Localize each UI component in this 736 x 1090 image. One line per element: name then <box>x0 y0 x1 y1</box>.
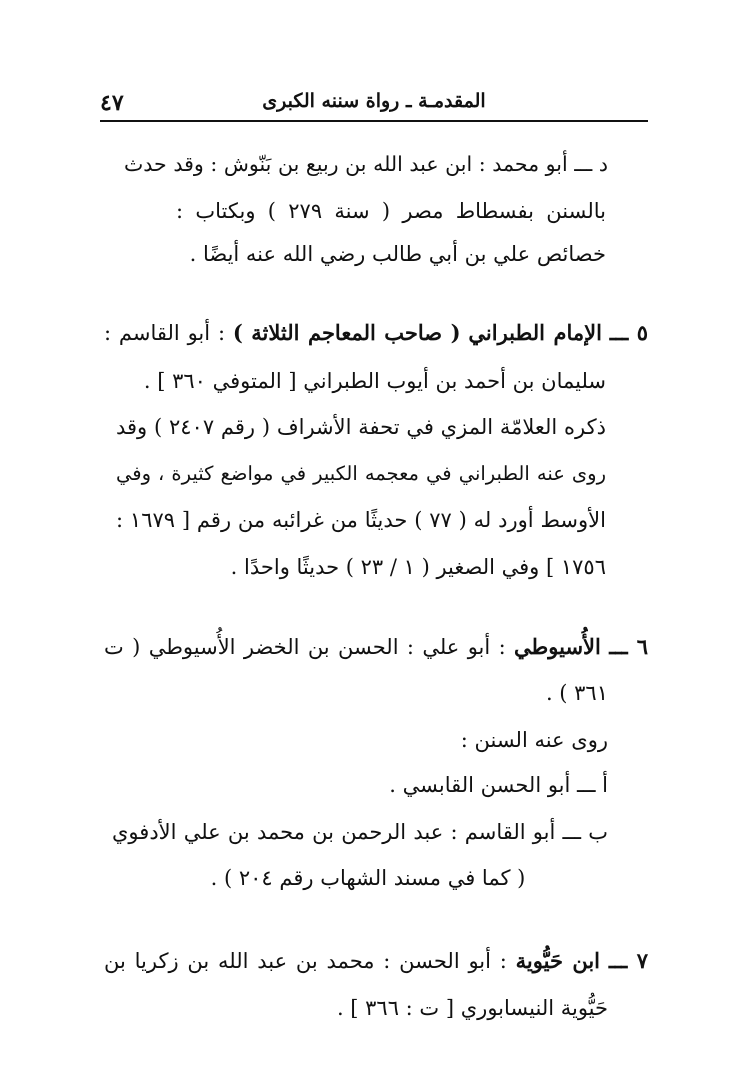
entry-5-heading <box>104 322 648 344</box>
running-title: المقدمـة ـ رواة سننه الكبرى <box>262 90 486 112</box>
entry-5-number: ٥ ـــ <box>609 320 648 345</box>
entry-6-line-5: ب ـــ أبو القاسم : عبد الرحمن بن محمد بن علي الأدفوي <box>112 820 608 844</box>
entry-5-line-5: الأوسط أورد له ( ٧٧ ) حديثًا من غرائبه من رقم [ ١٦٧٩ : <box>116 508 606 532</box>
running-header <box>100 88 648 122</box>
block-d-line-3: خصائص علي بن أبي طالب رضي الله عنه أيضًا . <box>189 242 606 266</box>
block-d-line-2: بالسنن بفسطاط مصر ( سنة ٢٧٩ ) وبكتاب : <box>176 199 606 223</box>
entry-5-line-6: ١٧٥٦ ] وفي الصغير ( ١ / ٢٣ ) حديثًا واحدًا . <box>230 555 606 579</box>
entry-7-heading <box>104 950 648 972</box>
entry-6-name: الأُسيوطي <box>514 634 601 659</box>
entry-6-line-2: ٣٦١ ) . <box>545 681 608 705</box>
entry-7-heading-rest: : أبو الحسن : محمد بن عبد الله بن زكريا بن <box>104 949 507 973</box>
entry-7-line-2: حَيُّوية النيسابوري [ ت : ٣٦٦ ] . <box>336 996 608 1020</box>
entry-6-line-3: روى عنه السنن : <box>460 728 608 752</box>
entry-5-title: ( صاحب المعاجم الثلاثة ) <box>232 320 461 345</box>
entry-6-heading-rest: : أبو علي : الحسن بن الخضر الأُسيوطي ( ت <box>104 635 506 659</box>
entry-5-name: الإمام الطبراني <box>468 320 602 345</box>
entry-5-line-3: ذكره العلامّة المزي في تحفة الأشراف ( رقم ٢٤٠٧ ) وقد <box>116 415 606 439</box>
entry-6-line-4: أ ـــ أبو الحسن القابسي . <box>389 773 608 797</box>
entry-6-heading <box>104 636 648 658</box>
entry-7-name: ابن حَيُّوية <box>515 948 601 973</box>
entry-6-number: ٦ ـــ <box>609 634 648 659</box>
entry-5-line-2: سليمان بن أحمد بن أيوب الطبراني [ المتوفي ٣٦٠ ] . <box>143 369 606 393</box>
entry-7-number: ٧ ـــ <box>608 948 648 973</box>
block-d-line-1: د ـــ أبو محمد : ابن عبد الله بن ربيع بن بَنّوش : وقد حدث <box>124 152 608 176</box>
page-number: ٤٧ <box>100 90 124 116</box>
entry-6-line-6: ( كما في مسند الشهاب رقم ٢٠٤ ) . <box>210 866 526 890</box>
entry-5-line-4: روى عنه الطبراني في معجمه الكبير في مواضع كثيرة ، وفي <box>116 462 606 485</box>
entry-5-heading-rest: : أبو القاسم : <box>104 321 226 345</box>
